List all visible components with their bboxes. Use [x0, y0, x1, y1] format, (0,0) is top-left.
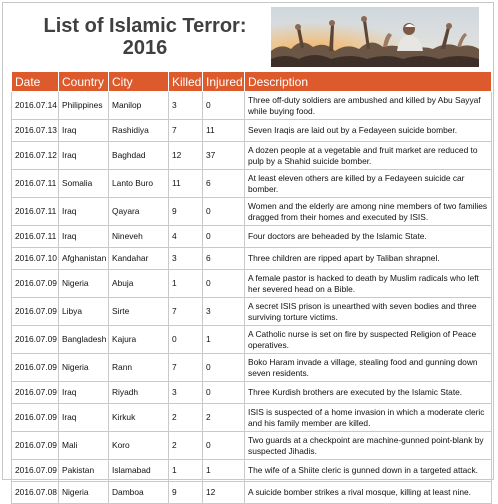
- table-row: [12, 326, 492, 354]
- table-row: [12, 198, 492, 226]
- cell-city: Islamabad: [109, 460, 169, 482]
- cell-date: 2016.07.11: [12, 226, 59, 248]
- cell-date: 2016.07.09: [12, 326, 59, 354]
- cell-description: Boko Haram invade a village, stealing food and gunning down seven residents.: [245, 354, 492, 382]
- cell-killed: 7: [169, 120, 203, 142]
- attacks-table: [11, 71, 492, 504]
- header-description: Description: [245, 72, 492, 92]
- table-row: [12, 270, 492, 298]
- page-frame: [2, 2, 494, 498]
- cell-killed: 1: [169, 460, 203, 482]
- cell-city: Kajura: [109, 326, 169, 354]
- cell-country: Iraq: [59, 382, 109, 404]
- cell-description: At least eleven others are killed by a Fedayeen suicide car bomber.: [245, 170, 492, 198]
- cell-city: Manilop: [109, 92, 169, 120]
- cell-city: Abuja: [109, 270, 169, 298]
- cell-injured: 0: [203, 354, 245, 382]
- table-row: [12, 226, 492, 248]
- cell-date: 2016.07.08: [12, 482, 59, 504]
- cell-country: Nigeria: [59, 482, 109, 504]
- cell-date: 2016.07.09: [12, 298, 59, 326]
- cell-injured: 0: [203, 432, 245, 460]
- table-row: [12, 142, 492, 170]
- cell-description: Two guards at a checkpoint are machine-gunned point-blank by suspected Jihadis.: [245, 432, 492, 460]
- cell-country: Iraq: [59, 404, 109, 432]
- cell-country: Philippines: [59, 92, 109, 120]
- cell-country: Iraq: [59, 198, 109, 226]
- cell-city: Damboa: [109, 482, 169, 504]
- cell-country: Pakistan: [59, 460, 109, 482]
- cell-injured: 0: [203, 92, 245, 120]
- cell-injured: 11: [203, 120, 245, 142]
- cell-city: Kirkuk: [109, 404, 169, 432]
- cell-country: Libya: [59, 298, 109, 326]
- cell-date: 2016.07.11: [12, 170, 59, 198]
- header-country: Country: [59, 72, 109, 92]
- cell-description: The wife of a Shiite cleric is gunned down in a targeted attack.: [245, 460, 492, 482]
- cell-country: Nigeria: [59, 270, 109, 298]
- table-row: [12, 482, 492, 504]
- cell-injured: 12: [203, 482, 245, 504]
- cell-killed: 7: [169, 354, 203, 382]
- page-title: List of Islamic Terror: 2016: [43, 15, 247, 59]
- header-injured: Injured: [203, 72, 245, 92]
- cell-killed: 3: [169, 382, 203, 404]
- cell-date: 2016.07.13: [12, 120, 59, 142]
- cell-description: Three Kurdish brothers are executed by the Islamic State.: [245, 382, 492, 404]
- cell-date: 2016.07.09: [12, 354, 59, 382]
- cell-killed: 0: [169, 326, 203, 354]
- header-date: Date: [12, 72, 59, 92]
- cell-killed: 11: [169, 170, 203, 198]
- cell-injured: 6: [203, 170, 245, 198]
- cell-injured: 1: [203, 326, 245, 354]
- cell-city: Sirte: [109, 298, 169, 326]
- cell-injured: 2: [203, 404, 245, 432]
- cell-date: 2016.07.09: [12, 382, 59, 404]
- table-row: [12, 120, 492, 142]
- cell-description: Seven Iraqis are laid out by a Fedayeen suicide bomber.: [245, 120, 492, 142]
- cell-injured: 37: [203, 142, 245, 170]
- cell-killed: 1: [169, 270, 203, 298]
- table-row: [12, 382, 492, 404]
- table-header-row: [12, 72, 492, 92]
- cell-country: Nigeria: [59, 354, 109, 382]
- cell-injured: 0: [203, 226, 245, 248]
- cell-date: 2016.07.09: [12, 270, 59, 298]
- banner-image: [271, 7, 479, 67]
- cell-injured: 0: [203, 270, 245, 298]
- table-row: [12, 460, 492, 482]
- cell-killed: 2: [169, 432, 203, 460]
- cell-injured: 0: [203, 198, 245, 226]
- cell-city: Kandahar: [109, 248, 169, 270]
- cell-city: Nineveh: [109, 226, 169, 248]
- cell-killed: 3: [169, 248, 203, 270]
- cell-description: A suicide bomber strikes a rival mosque, killing at least nine.: [245, 482, 492, 504]
- cell-injured: 6: [203, 248, 245, 270]
- cell-injured: 0: [203, 382, 245, 404]
- cell-country: Iraq: [59, 226, 109, 248]
- cell-description: Four doctors are beheaded by the Islamic State.: [245, 226, 492, 248]
- cell-city: Koro: [109, 432, 169, 460]
- header-killed: Killed: [169, 72, 203, 92]
- cell-date: 2016.07.09: [12, 432, 59, 460]
- cell-country: Iraq: [59, 142, 109, 170]
- cell-killed: 9: [169, 482, 203, 504]
- cell-killed: 3: [169, 92, 203, 120]
- table-row: [12, 298, 492, 326]
- header-city: City: [109, 72, 169, 92]
- cell-injured: 3: [203, 298, 245, 326]
- cell-country: Afghanistan: [59, 248, 109, 270]
- cell-description: ISIS is suspected of a home invasion in which a moderate cleric and his family member are killed.: [245, 404, 492, 432]
- cell-date: 2016.07.12: [12, 142, 59, 170]
- cell-description: A female pastor is hacked to death by Muslim radicals who left her severed head on a Bible.: [245, 270, 492, 298]
- cell-description: Women and the elderly are among nine members of two families dragged from their homes and executed by ISIS.: [245, 198, 492, 226]
- cell-description: A Catholic nurse is set on fire by suspected Religion of Peace operatives.: [245, 326, 492, 354]
- cell-date: 2016.07.10: [12, 248, 59, 270]
- cell-date: 2016.07.11: [12, 198, 59, 226]
- cell-city: Rann: [109, 354, 169, 382]
- cell-killed: 2: [169, 404, 203, 432]
- cell-killed: 4: [169, 226, 203, 248]
- cell-date: 2016.07.14: [12, 92, 59, 120]
- cell-city: Qayara: [109, 198, 169, 226]
- cell-injured: 1: [203, 460, 245, 482]
- cell-city: Rashidiya: [109, 120, 169, 142]
- table-row: [12, 248, 492, 270]
- table-body: [12, 92, 492, 504]
- cell-city: Baghdad: [109, 142, 169, 170]
- cell-date: 2016.07.09: [12, 404, 59, 432]
- cell-killed: 12: [169, 142, 203, 170]
- cell-country: Somalia: [59, 170, 109, 198]
- table-row: [12, 354, 492, 382]
- cell-description: Three off-duty soldiers are ambushed and killed by Abu Sayyaf while buying food.: [245, 92, 492, 120]
- table-row: [12, 432, 492, 460]
- cell-description: A secret ISIS prison is unearthed with seven bodies and three surviving torture victims.: [245, 298, 492, 326]
- table-row: [12, 92, 492, 120]
- cell-country: Bangladesh: [59, 326, 109, 354]
- crowd-protest-photo-icon: [271, 7, 479, 67]
- cell-country: Iraq: [59, 120, 109, 142]
- cell-date: 2016.07.09: [12, 460, 59, 482]
- cell-city: Lanto Buro: [109, 170, 169, 198]
- cell-country: Mali: [59, 432, 109, 460]
- cell-description: A dozen people at a vegetable and fruit market are reduced to pulp by a Shahid suicide bomber.: [245, 142, 492, 170]
- table-row: [12, 170, 492, 198]
- cell-description: Three children are ripped apart by Taliban shrapnel.: [245, 248, 492, 270]
- table-row: [12, 404, 492, 432]
- cell-killed: 7: [169, 298, 203, 326]
- cell-killed: 9: [169, 198, 203, 226]
- cell-city: Riyadh: [109, 382, 169, 404]
